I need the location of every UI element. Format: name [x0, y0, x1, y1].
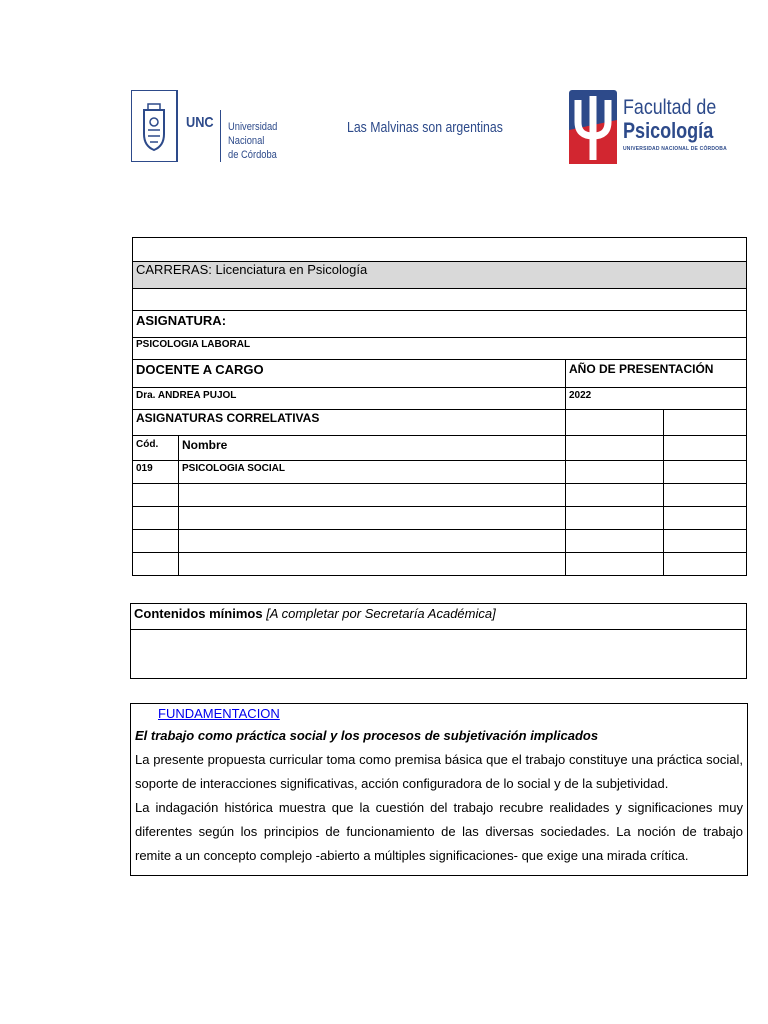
empty-cell	[664, 530, 747, 553]
empty-cell	[566, 410, 664, 436]
unc-crest-logo	[131, 90, 177, 162]
empty-row	[133, 289, 747, 311]
anio-label: AÑO DE PRESENTACIÓN	[566, 360, 747, 388]
empty-row	[133, 238, 747, 262]
row-nombre	[179, 553, 566, 576]
contenidos-label: Contenidos mínimos	[134, 606, 263, 621]
correlativas-label: ASIGNATURAS CORRELATIVAS	[133, 410, 566, 436]
docente-value: Dra. ANDREA PUJOL	[133, 388, 566, 410]
unc-abbreviation: UNC	[186, 114, 214, 131]
table-row	[133, 553, 747, 576]
empty-cell	[566, 461, 664, 484]
row-cod	[133, 484, 179, 507]
row-nombre	[179, 507, 566, 530]
course-info-table	[132, 237, 747, 576]
row-cod	[133, 507, 179, 530]
slogan: Las Malvinas son argentinas	[347, 119, 503, 136]
col-cod-header: Cód.	[133, 436, 179, 461]
unc-name-line: Nacional	[228, 135, 265, 147]
empty-cell	[664, 436, 747, 461]
empty-cell	[664, 461, 747, 484]
contenidos-note: [A completar por Secretaría Académica]	[266, 606, 496, 621]
fundamentacion-box	[130, 703, 748, 876]
empty-cell	[664, 410, 747, 436]
empty-cell	[566, 553, 664, 576]
fundamentacion-subtitle: El trabajo como práctica social y los procesos de subjetivación implicados	[135, 728, 599, 743]
row-cod	[133, 530, 179, 553]
table-row	[133, 507, 747, 530]
empty-cell	[664, 484, 747, 507]
row-nombre: PSICOLOGIA SOCIAL	[179, 461, 566, 484]
fundamentacion-paragraph: La presente propuesta curricular toma como premisa básica que el trabajo constituye una práctica social, soporte de interacciones significativas, acción configuradora de lo social y de la subjetividad.	[135, 752, 743, 791]
fundamentacion-link[interactable]: FUNDAMENTACION	[158, 706, 280, 721]
row-nombre	[179, 484, 566, 507]
table-row	[133, 461, 747, 484]
empty-cell	[664, 553, 747, 576]
empty-cell	[566, 507, 664, 530]
asignatura-label: ASIGNATURA:	[133, 311, 747, 338]
row-cod: 019	[133, 461, 179, 484]
unc-name-line: Universidad	[228, 121, 278, 133]
empty-cell	[566, 530, 664, 553]
carreras-cell: CARRERAS: Licenciatura en Psicología	[133, 262, 747, 289]
faculty-title: Facultad de	[623, 96, 717, 119]
empty-cell	[664, 507, 747, 530]
row-nombre	[179, 530, 566, 553]
anio-value: 2022	[566, 388, 747, 410]
contenidos-header	[131, 604, 746, 630]
contenidos-box	[130, 603, 747, 679]
col-nombre-header: Nombre	[179, 436, 566, 461]
asignatura-value: PSICOLOGIA LABORAL	[133, 338, 747, 360]
faculty-university: UNIVERSIDAD NACIONAL DE CÓRDOBA	[623, 146, 727, 152]
crest-icon	[139, 100, 169, 152]
unc-name-line: de Córdoba	[228, 149, 277, 161]
psi-logo-icon	[569, 90, 617, 164]
logo-divider	[177, 90, 178, 162]
empty-cell	[566, 484, 664, 507]
docente-label: DOCENTE A CARGO	[133, 360, 566, 388]
faculty-name: Psicología	[623, 118, 714, 143]
logo-divider	[220, 110, 221, 162]
table-row	[133, 530, 747, 553]
table-row	[133, 484, 747, 507]
unc-full-name	[228, 120, 296, 162]
empty-cell	[566, 436, 664, 461]
row-cod	[133, 553, 179, 576]
fundamentacion-paragraph: La indagación histórica muestra que la cuestión del trabajo recubre realidades y significaciones muy diferentes según los principios de funcionamiento de las diversas sociedades. La noción de trabajo remite a un concepto complejo -abierto a múltiples significaciones- que exige una mirada crítica.	[135, 800, 743, 863]
